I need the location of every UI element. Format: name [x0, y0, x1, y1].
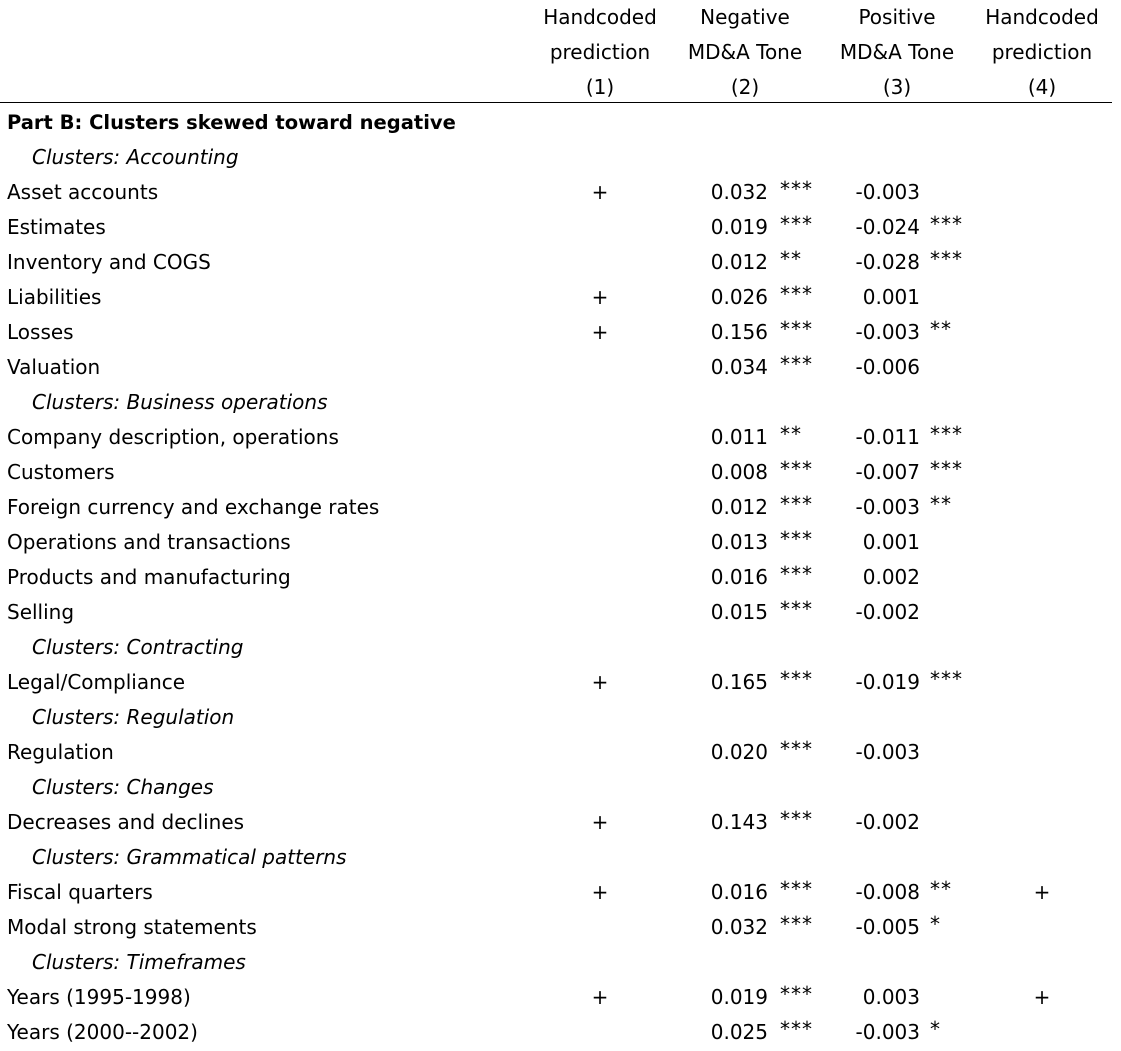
negative-tone-coefficient: 0.016 — [710, 880, 768, 904]
column-header-3-line-1: Positive — [858, 5, 936, 29]
row-label: Company description, operations — [7, 425, 339, 449]
table-row — [0, 315, 1121, 350]
table-row — [0, 805, 1121, 840]
negative-tone-significance: *** — [780, 457, 813, 481]
row-label: Asset accounts — [7, 180, 159, 204]
positive-tone-coefficient: -0.011 — [855, 425, 920, 449]
table-row — [0, 210, 1121, 245]
positive-tone-coefficient: 0.002 — [862, 565, 920, 589]
column-header-1-line-3: (1) — [585, 75, 615, 99]
positive-tone-significance: *** — [930, 422, 963, 446]
positive-tone-coefficient: -0.006 — [855, 355, 920, 379]
row-label: Years (2000--2002) — [7, 1020, 198, 1044]
negative-tone-coefficient: 0.015 — [710, 600, 768, 624]
column-header-1 — [530, 0, 670, 105]
negative-tone-significance: *** — [780, 527, 813, 551]
positive-tone-coefficient: -0.003 — [855, 180, 920, 204]
table-row — [0, 245, 1121, 280]
header-rule — [0, 102, 1112, 103]
negative-tone-coefficient: 0.034 — [710, 355, 768, 379]
negative-tone-significance: *** — [780, 667, 813, 691]
cluster-heading — [0, 700, 1121, 735]
column-header-2-line-2: MD&A Tone — [687, 40, 803, 64]
negative-tone-coefficient: 0.019 — [710, 985, 768, 1009]
row-label: Inventory and COGS — [7, 250, 211, 274]
negative-tone-coefficient: 0.008 — [710, 460, 768, 484]
handcoded-prediction-4: + — [1033, 985, 1051, 1009]
column-header-2 — [672, 0, 818, 105]
negative-tone-significance: *** — [780, 1017, 813, 1041]
positive-tone-significance: * — [930, 1017, 941, 1041]
negative-tone-significance: *** — [780, 177, 813, 201]
row-label: Years (1995-1998) — [7, 985, 191, 1009]
positive-tone-significance: *** — [930, 457, 963, 481]
negative-tone-coefficient: 0.013 — [710, 530, 768, 554]
column-header-4 — [972, 0, 1112, 105]
positive-tone-significance: *** — [930, 247, 963, 271]
cluster-title: Clusters: Accounting — [32, 145, 239, 169]
positive-tone-coefficient: -0.003 — [855, 320, 920, 344]
column-header-2-line-1: Negative — [700, 5, 790, 29]
negative-tone-coefficient: 0.012 — [710, 250, 768, 274]
table-row — [0, 560, 1121, 595]
column-header-3-line-3: (3) — [882, 75, 912, 99]
negative-tone-significance: *** — [780, 212, 813, 236]
negative-tone-coefficient: 0.165 — [710, 670, 768, 694]
positive-tone-coefficient: -0.003 — [855, 740, 920, 764]
positive-tone-coefficient: -0.024 — [855, 215, 920, 239]
cluster-title: Clusters: Business operations — [32, 390, 328, 414]
table-row — [0, 875, 1121, 910]
negative-tone-significance: ** — [780, 422, 802, 446]
negative-tone-coefficient: 0.032 — [710, 915, 768, 939]
negative-tone-significance: *** — [780, 737, 813, 761]
cluster-heading — [0, 945, 1121, 980]
table-row — [0, 490, 1121, 525]
row-label: Estimates — [7, 215, 106, 239]
table-row — [0, 665, 1121, 700]
row-label: Valuation — [7, 355, 101, 379]
cluster-heading — [0, 840, 1121, 875]
row-label: Modal strong statements — [7, 915, 257, 939]
table-row — [0, 525, 1121, 560]
column-header-1-line-2: prediction — [549, 40, 651, 64]
row-label: Liabilities — [7, 285, 102, 309]
table-row — [0, 735, 1121, 770]
positive-tone-coefficient: 0.001 — [862, 530, 920, 554]
column-header-3-line-2: MD&A Tone — [839, 40, 955, 64]
negative-tone-coefficient: 0.020 — [710, 740, 768, 764]
column-header-4-line-2: prediction — [991, 40, 1093, 64]
cluster-heading — [0, 770, 1121, 805]
negative-tone-coefficient: 0.012 — [710, 495, 768, 519]
positive-tone-coefficient: 0.001 — [862, 285, 920, 309]
negative-tone-significance: *** — [780, 912, 813, 936]
negative-tone-significance: *** — [780, 982, 813, 1006]
row-label: Foreign currency and exchange rates — [7, 495, 380, 519]
table-row — [0, 350, 1121, 385]
negative-tone-coefficient: 0.032 — [710, 180, 768, 204]
part-title: Part B: Clusters skewed toward negative — [7, 111, 456, 134]
negative-tone-coefficient: 0.143 — [710, 810, 768, 834]
handcoded-prediction-1: + — [591, 320, 609, 344]
table-row — [0, 1015, 1121, 1050]
column-header-4-line-3: (4) — [1027, 75, 1057, 99]
row-label: Decreases and declines — [7, 810, 245, 834]
row-label: Regulation — [7, 740, 114, 764]
negative-tone-significance: *** — [780, 562, 813, 586]
table-body — [0, 105, 1121, 1050]
cluster-title: Clusters: Regulation — [32, 705, 235, 729]
negative-tone-significance: *** — [780, 317, 813, 341]
positive-tone-coefficient: -0.005 — [855, 915, 920, 939]
positive-tone-coefficient: -0.003 — [855, 1020, 920, 1044]
part-heading — [0, 105, 1121, 140]
table-row — [0, 910, 1121, 945]
handcoded-prediction-1: + — [591, 880, 609, 904]
negative-tone-significance: ** — [780, 247, 802, 271]
column-header-2-line-3: (2) — [730, 75, 760, 99]
handcoded-prediction-1: + — [591, 180, 609, 204]
table-row — [0, 595, 1121, 630]
row-label: Selling — [7, 600, 75, 624]
negative-tone-significance: *** — [780, 282, 813, 306]
negative-tone-significance: *** — [780, 597, 813, 621]
table-row — [0, 420, 1121, 455]
positive-tone-coefficient: -0.019 — [855, 670, 920, 694]
column-header-4-line-1: Handcoded — [985, 5, 1099, 29]
row-label: Operations and transactions — [7, 530, 291, 554]
positive-tone-coefficient: -0.008 — [855, 880, 920, 904]
negative-tone-significance: *** — [780, 807, 813, 831]
negative-tone-coefficient: 0.156 — [710, 320, 768, 344]
row-label: Products and manufacturing — [7, 565, 291, 589]
row-label: Losses — [7, 320, 74, 344]
negative-tone-significance: *** — [780, 352, 813, 376]
positive-tone-significance: *** — [930, 212, 963, 236]
positive-tone-coefficient: -0.007 — [855, 460, 920, 484]
positive-tone-coefficient: -0.002 — [855, 600, 920, 624]
cluster-heading — [0, 385, 1121, 420]
cluster-title: Clusters: Timeframes — [32, 950, 246, 974]
positive-tone-significance: *** — [930, 667, 963, 691]
negative-tone-coefficient: 0.026 — [710, 285, 768, 309]
handcoded-prediction-1: + — [591, 810, 609, 834]
handcoded-prediction-1: + — [591, 670, 609, 694]
positive-tone-significance: * — [930, 912, 941, 936]
table-row — [0, 980, 1121, 1015]
negative-tone-coefficient: 0.025 — [710, 1020, 768, 1044]
positive-tone-coefficient: 0.003 — [862, 985, 920, 1009]
row-label: Legal/Compliance — [7, 670, 186, 694]
row-label: Fiscal quarters — [7, 880, 153, 904]
negative-tone-coefficient: 0.016 — [710, 565, 768, 589]
column-header-1-line-1: Handcoded — [543, 5, 657, 29]
table-row — [0, 175, 1121, 210]
positive-tone-coefficient: -0.028 — [855, 250, 920, 274]
positive-tone-coefficient: -0.003 — [855, 495, 920, 519]
table-row — [0, 455, 1121, 490]
positive-tone-significance: ** — [930, 877, 952, 901]
positive-tone-significance: ** — [930, 492, 952, 516]
negative-tone-significance: *** — [780, 492, 813, 516]
positive-tone-significance: ** — [930, 317, 952, 341]
table-row — [0, 280, 1121, 315]
negative-tone-coefficient: 0.011 — [710, 425, 768, 449]
cluster-heading — [0, 630, 1121, 665]
handcoded-prediction-1: + — [591, 985, 609, 1009]
negative-tone-significance: *** — [780, 877, 813, 901]
positive-tone-coefficient: -0.002 — [855, 810, 920, 834]
handcoded-prediction-1: + — [591, 285, 609, 309]
cluster-heading — [0, 140, 1121, 175]
column-header-3 — [824, 0, 970, 105]
cluster-title: Clusters: Changes — [32, 775, 214, 799]
negative-tone-coefficient: 0.019 — [710, 215, 768, 239]
cluster-title: Clusters: Grammatical patterns — [32, 845, 347, 869]
row-label: Customers — [7, 460, 115, 484]
cluster-title: Clusters: Contracting — [32, 635, 244, 659]
handcoded-prediction-4: + — [1033, 880, 1051, 904]
